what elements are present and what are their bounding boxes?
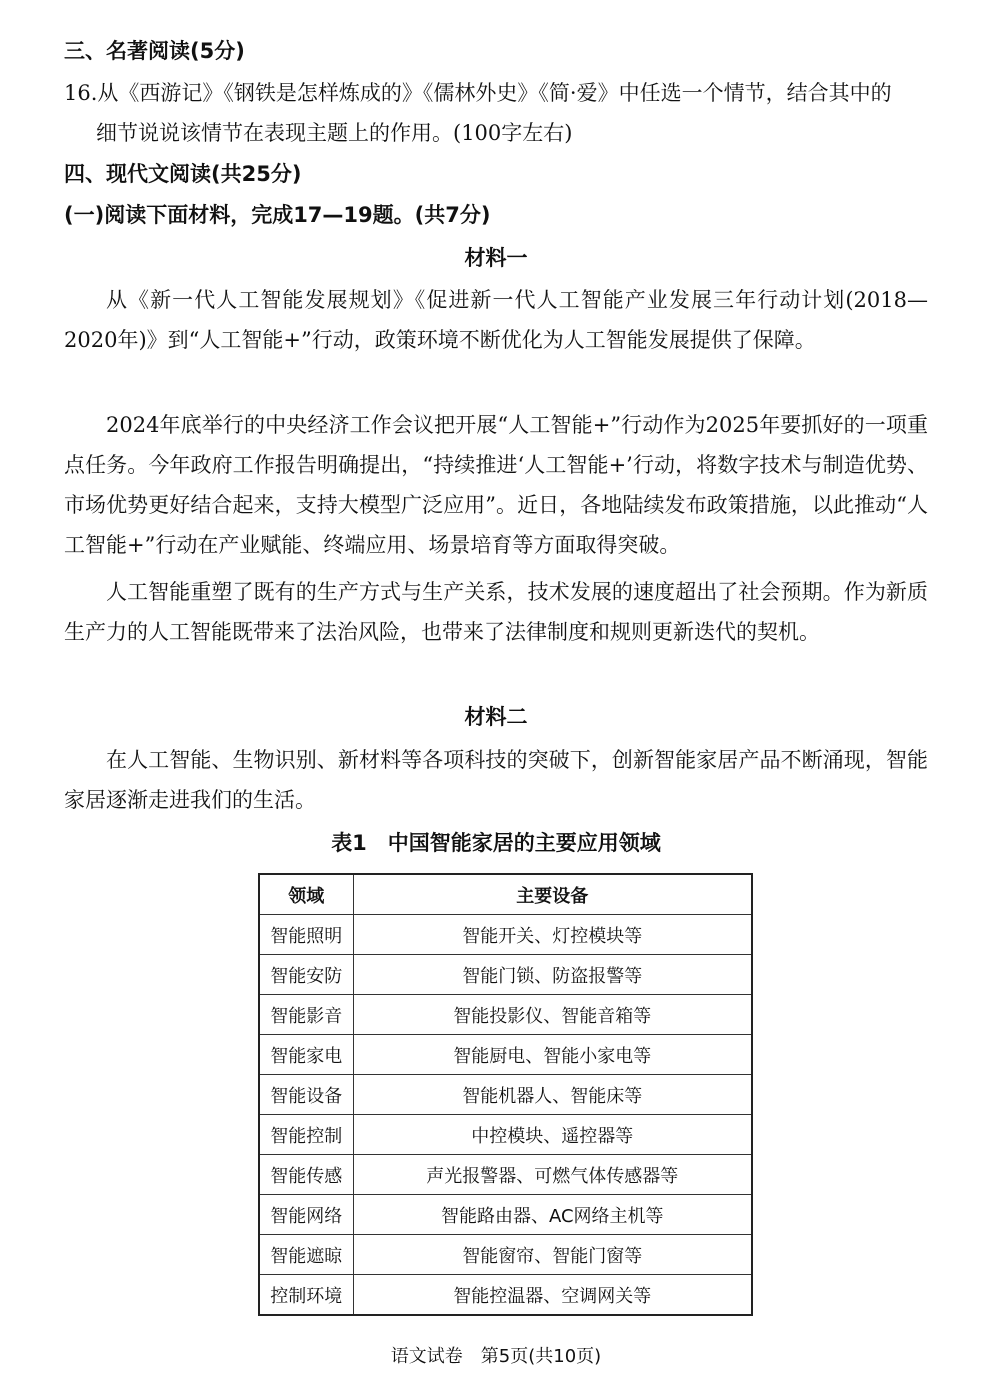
table-row <box>259 1195 752 1235</box>
table-row <box>259 915 752 955</box>
table-cell-domain: 控制环境 <box>259 1275 353 1316</box>
table-cell-domain: 智能安防 <box>259 955 353 995</box>
material2-title: 材料二 <box>464 705 528 729</box>
table-row <box>259 1235 752 1275</box>
material1-paragraph-3: 人工智能重塑了既有的生产方式与生产关系，技术发展的速度超出了社会预期。作为新质生产力的人工智能既带来了法治风险，也带来了法律制度和规则更新迭代的契机。 <box>64 580 928 644</box>
table-row <box>259 1035 752 1075</box>
table-row <box>259 1155 752 1195</box>
part1-heading: (一)阅读下面材料，完成17—19题。(共7分) <box>64 203 491 227</box>
table-cell-domain: 智能网络 <box>259 1195 353 1235</box>
table-cell-devices: 智能窗帘、智能门窗等 <box>353 1235 752 1275</box>
table-cell-devices: 智能机器人、智能床等 <box>353 1075 752 1115</box>
material1-paragraph-2: 2024年底举行的中央经济工作会议把开展“人工智能+”行动作为2025年要抓好的一项重点任务。今年政府工作报告明确提出，“持续推进‘人工智能+’行动，将数字技术与制造优势、市场优势更好结合起来，支持大模型广泛应用”。近日，各地陆续发布政策措施，以此推动“人工智能+”行动在产业赋能、终端应用、场景培育等方面取得突破。 <box>64 413 928 557</box>
section3-heading: 三、名著阅读(5分) <box>64 39 245 63</box>
table-cell-devices: 智能投影仪、智能音箱等 <box>353 995 752 1035</box>
table-cell-domain: 智能影音 <box>259 995 353 1035</box>
material1-title: 材料一 <box>464 246 528 270</box>
table-cell-devices: 中控模块、遥控器等 <box>353 1115 752 1155</box>
material2-paragraph-1: 在人工智能、生物识别、新材料等各项科技的突破下，创新智能家居产品不断涌现，智能家居逐渐走进我们的生活。 <box>64 748 928 812</box>
table-cell-domain: 智能控制 <box>259 1115 353 1155</box>
page-footer: 语文试卷 第5页(共10页) <box>390 1346 602 1367</box>
table-row <box>259 1115 752 1155</box>
table-cell-domain: 智能遮晾 <box>259 1235 353 1275</box>
table-header-domain: 领域 <box>259 874 353 915</box>
table-row <box>259 1075 752 1115</box>
table-cell-devices: 智能门锁、防盗报警等 <box>353 955 752 995</box>
table-cell-devices: 智能开关、灯控模块等 <box>353 915 752 955</box>
table-row <box>259 1275 752 1316</box>
table-cell-domain: 智能传感 <box>259 1155 353 1195</box>
question-16-line1: 16.从《西游记》《钢铁是怎样炼成的》《儒林外史》《简·爱》中任选一个情节，结合其中的 <box>64 81 892 105</box>
table-header-row <box>259 874 752 915</box>
table-header-devices: 主要设备 <box>353 874 752 915</box>
table-cell-devices: 智能路由器、AC网络主机等 <box>353 1195 752 1235</box>
table-row <box>259 955 752 995</box>
question-16-line2: 细节说说该情节在表现主题上的作用。(100字左右) <box>96 121 573 145</box>
table-caption: 表1 中国智能家居的主要应用领域 <box>331 831 661 855</box>
table-cell-domain: 智能照明 <box>259 915 353 955</box>
smart-home-table <box>258 873 753 1316</box>
table-cell-devices: 智能厨电、智能小家电等 <box>353 1035 752 1075</box>
table-row <box>259 995 752 1035</box>
material1-paragraph-1: 从《新一代人工智能发展规划》《促进新一代人工智能产业发展三年行动计划(2018—2020年)》到“人工智能+”行动，政策环境不断优化为人工智能发展提供了保障。 <box>64 288 928 352</box>
table-cell-domain: 智能家电 <box>259 1035 353 1075</box>
table-cell-domain: 智能设备 <box>259 1075 353 1115</box>
section4-heading: 四、现代文阅读(共25分) <box>64 162 302 186</box>
table-cell-devices: 声光报警器、可燃气体传感器等 <box>353 1155 752 1195</box>
table-cell-devices: 智能控温器、空调网关等 <box>353 1275 752 1316</box>
